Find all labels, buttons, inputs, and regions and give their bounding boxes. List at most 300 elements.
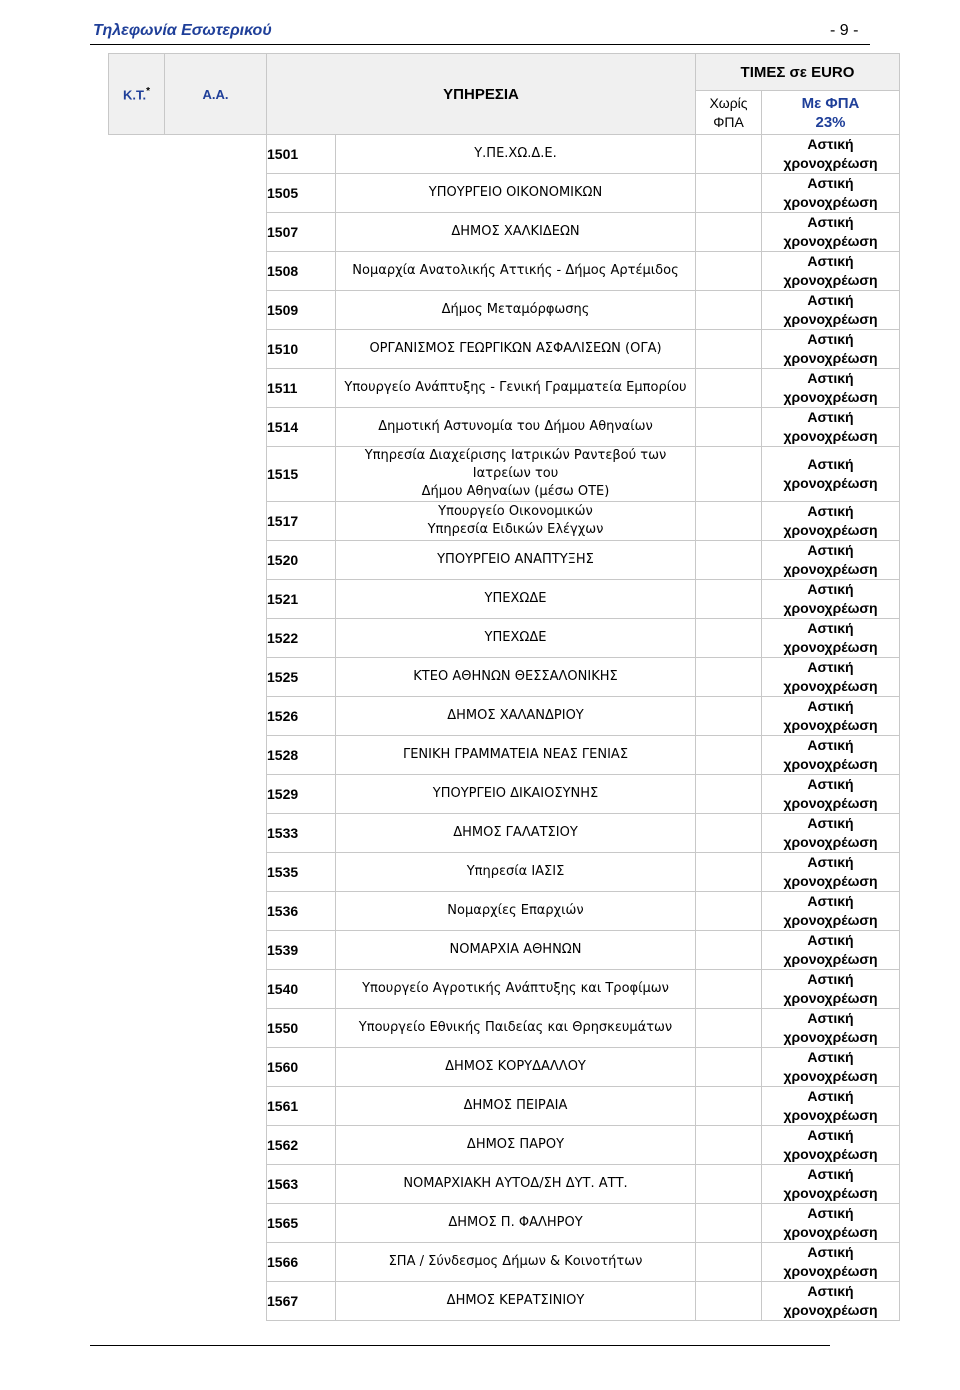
price-no-vat <box>696 931 762 970</box>
service-name-line: Υπουργείο Ανάπτυξης - Γενική Γραμματεία Εμπορίου <box>344 380 687 395</box>
price-with-vat <box>762 658 900 697</box>
aa-cell <box>165 369 267 408</box>
service-name <box>336 502 696 541</box>
price-with-vat <box>762 408 900 447</box>
price-label-line2: χρονοχρέωση <box>783 428 878 444</box>
price-label-line1: Αστική <box>807 214 854 230</box>
price-label-line1: Αστική <box>807 1049 854 1065</box>
price-label-line1: Αστική <box>807 971 854 987</box>
kt-cell <box>109 853 165 892</box>
price-no-vat <box>696 970 762 1009</box>
service-code: 1507 <box>267 213 336 252</box>
table-row <box>109 931 900 970</box>
price-label-line1: Αστική <box>807 542 854 558</box>
price-label-line2: χρονοχρέωση <box>783 717 878 733</box>
price-no-vat <box>696 408 762 447</box>
price-label-line1: Αστική <box>807 370 854 386</box>
kt-cell <box>109 1204 165 1243</box>
price-with-vat <box>762 291 900 330</box>
kt-label: Κ.Τ. <box>122 87 147 103</box>
price-label-line1: Αστική <box>807 292 854 308</box>
vat-label-line2: 23% <box>815 113 846 131</box>
service-name-line: Δήμου Αθηναίων (μέσω ΟΤΕ) <box>421 484 610 499</box>
service-code: 1509 <box>267 291 336 330</box>
price-no-vat <box>696 1009 762 1048</box>
service-name <box>336 1009 696 1048</box>
kt-cell <box>109 502 165 541</box>
service-code: 1562 <box>267 1126 336 1165</box>
price-label-line1: Αστική <box>807 1166 854 1182</box>
price-label-line2: χρονοχρέωση <box>783 990 878 1006</box>
service-name <box>336 619 696 658</box>
price-with-vat <box>762 775 900 814</box>
price-with-vat <box>762 213 900 252</box>
price-with-vat <box>762 931 900 970</box>
price-label-line2: χρονοχρέωση <box>783 678 878 694</box>
kt-cell <box>109 814 165 853</box>
service-name <box>336 1282 696 1321</box>
price-with-vat <box>762 369 900 408</box>
price-with-vat <box>762 970 900 1009</box>
aa-cell <box>165 1087 267 1126</box>
price-label-line2: χρονοχρέωση <box>783 951 878 967</box>
price-label-line1: Αστική <box>807 409 854 425</box>
service-name <box>336 174 696 213</box>
table-row <box>109 252 900 291</box>
service-code: 1505 <box>267 174 336 213</box>
no-vat-label-line2: ΦΠΑ <box>713 113 744 130</box>
kt-cell <box>109 541 165 580</box>
service-code: 1565 <box>267 1204 336 1243</box>
vat-label-line1: Με ΦΠΑ <box>801 94 860 112</box>
price-label-line1: Αστική <box>807 1127 854 1143</box>
price-with-vat <box>762 174 900 213</box>
table-row <box>109 1048 900 1087</box>
column-header-aa: Α.Α. <box>165 54 267 135</box>
price-with-vat <box>762 1165 900 1204</box>
aa-cell <box>165 252 267 291</box>
service-name-line: ΥΠΟΥΡΓΕΙΟ ΟΙΚΟΝΟΜΙΚΩΝ <box>428 185 603 200</box>
kt-cell <box>109 135 165 174</box>
aa-cell <box>165 291 267 330</box>
table-row <box>109 135 900 174</box>
header-divider <box>90 44 870 45</box>
service-name <box>336 814 696 853</box>
kt-cell <box>109 408 165 447</box>
aa-cell <box>165 174 267 213</box>
price-no-vat <box>696 291 762 330</box>
aa-cell <box>165 408 267 447</box>
service-name-line: ΝΟΜΑΡΧΙΑΚΗ ΑΥΤΟΔ/ΣΗ ΔΥΤ. ΑΤΤ. <box>403 1176 628 1191</box>
kt-cell <box>109 1048 165 1087</box>
service-name <box>336 541 696 580</box>
price-label-line2: χρονοχρέωση <box>783 1185 878 1201</box>
kt-cell <box>109 775 165 814</box>
price-label-line1: Αστική <box>807 659 854 675</box>
aa-cell <box>165 1126 267 1165</box>
service-code: 1517 <box>267 502 336 541</box>
aa-cell <box>165 619 267 658</box>
price-label-line2: χρονοχρέωση <box>783 756 878 772</box>
price-no-vat <box>696 369 762 408</box>
column-header-prices: ΤΙΜΕΣ σε EURO <box>696 54 900 91</box>
service-name <box>336 1048 696 1087</box>
price-no-vat <box>696 1204 762 1243</box>
price-label-line1: Αστική <box>807 776 854 792</box>
price-no-vat <box>696 252 762 291</box>
service-name-line: ΔΗΜΟΣ ΠΕΙΡΑΙΑ <box>463 1098 568 1113</box>
service-name-line: ΔΗΜΟΣ ΧΑΛΚΙΔΕΩΝ <box>451 224 580 239</box>
service-name-line: Νομαρχίες Επαρχιών <box>447 903 584 918</box>
service-name-line: ΔΗΜΟΣ ΠΑΡΟΥ <box>466 1137 565 1152</box>
aa-cell <box>165 541 267 580</box>
price-with-vat <box>762 580 900 619</box>
service-name-line: ΔΗΜΟΣ ΧΑΛΑΝΔΡΙΟΥ <box>447 708 584 723</box>
service-code: 1536 <box>267 892 336 931</box>
aa-cell <box>165 736 267 775</box>
price-no-vat <box>696 619 762 658</box>
service-code: 1535 <box>267 853 336 892</box>
table-row <box>109 541 900 580</box>
price-with-vat <box>762 252 900 291</box>
service-code: 1561 <box>267 1087 336 1126</box>
aa-cell <box>165 892 267 931</box>
price-label-line1: Αστική <box>807 815 854 831</box>
table-row <box>109 970 900 1009</box>
price-with-vat <box>762 502 900 541</box>
service-name-line: ΔΗΜΟΣ ΚΕΡΑΤΣΙΝΙΟΥ <box>446 1293 585 1308</box>
service-name <box>336 580 696 619</box>
price-no-vat <box>696 1165 762 1204</box>
price-label-line2: χρονοχρέωση <box>783 1263 878 1279</box>
service-code: 1511 <box>267 369 336 408</box>
service-name-line: Δημοτική Αστυνομία του Δήμου Αθηναίων <box>378 419 653 434</box>
service-code: 1529 <box>267 775 336 814</box>
service-name <box>336 658 696 697</box>
service-name-line: ΥΠΕΧΩΔΕ <box>484 630 547 645</box>
table-row <box>109 1165 900 1204</box>
footer-divider <box>90 1345 830 1346</box>
table-row <box>109 1243 900 1282</box>
price-label-line2: χρονοχρέωση <box>783 1146 878 1162</box>
service-code: 1528 <box>267 736 336 775</box>
aa-cell <box>165 1009 267 1048</box>
kt-cell <box>109 447 165 502</box>
aa-cell <box>165 931 267 970</box>
service-name <box>336 330 696 369</box>
column-header-with-vat <box>762 91 900 135</box>
table-row <box>109 658 900 697</box>
kt-cell <box>109 619 165 658</box>
kt-cell <box>109 1087 165 1126</box>
service-code: 1540 <box>267 970 336 1009</box>
kt-cell <box>109 580 165 619</box>
price-with-vat <box>762 541 900 580</box>
service-code: 1550 <box>267 1009 336 1048</box>
kt-cell <box>109 697 165 736</box>
table-row <box>109 892 900 931</box>
service-name-line: ΣΠΑ / Σύνδεσμος Δήμων & Κοινοτήτων <box>388 1254 643 1269</box>
service-name <box>336 853 696 892</box>
price-with-vat <box>762 330 900 369</box>
service-name <box>336 369 696 408</box>
price-label-line1: Αστική <box>807 1205 854 1221</box>
price-no-vat <box>696 892 762 931</box>
aa-cell <box>165 1048 267 1087</box>
price-with-vat <box>762 736 900 775</box>
service-name-line: Υπηρεσία Ειδικών Ελέγχων <box>427 522 604 537</box>
service-code: 1501 <box>267 135 336 174</box>
table-row <box>109 1126 900 1165</box>
price-no-vat <box>696 853 762 892</box>
table-row <box>109 502 900 541</box>
price-label-line1: Αστική <box>807 175 854 191</box>
price-label-line1: Αστική <box>807 1088 854 1104</box>
service-name-line: ΥΠΟΥΡΓΕΙΟ ΑΝΑΠΤΥΞΗΣ <box>437 552 594 567</box>
service-name <box>336 1126 696 1165</box>
aa-cell <box>165 775 267 814</box>
aa-cell <box>165 1204 267 1243</box>
table-row <box>109 174 900 213</box>
kt-cell <box>109 1165 165 1204</box>
service-name-line: ΔΗΜΟΣ ΓΑΛΑΤΣΙΟΥ <box>453 825 578 840</box>
kt-cell <box>109 931 165 970</box>
service-name <box>336 213 696 252</box>
service-code: 1539 <box>267 931 336 970</box>
service-code: 1525 <box>267 658 336 697</box>
kt-cell <box>109 291 165 330</box>
price-label-line1: Αστική <box>807 136 854 152</box>
price-no-vat <box>696 1126 762 1165</box>
price-label-line1: Αστική <box>807 1244 854 1260</box>
aa-cell <box>165 1282 267 1321</box>
price-label-line1: Αστική <box>807 253 854 269</box>
services-table <box>108 53 900 1321</box>
service-name <box>336 1243 696 1282</box>
service-name-line: Υπηρεσία Διαχείρισης Ιατρικών Ραντεβού των Ιατρείων του <box>364 448 667 481</box>
price-label-line1: Αστική <box>807 932 854 948</box>
service-code: 1567 <box>267 1282 336 1321</box>
price-with-vat <box>762 135 900 174</box>
price-with-vat <box>762 1048 900 1087</box>
service-name <box>336 736 696 775</box>
kt-cell <box>109 369 165 408</box>
price-no-vat <box>696 580 762 619</box>
price-no-vat <box>696 1282 762 1321</box>
price-label-line1: Αστική <box>807 1283 854 1299</box>
service-code: 1522 <box>267 619 336 658</box>
service-code: 1560 <box>267 1048 336 1087</box>
price-no-vat <box>696 658 762 697</box>
table-row <box>109 1282 900 1321</box>
kt-footnote-mark: * <box>146 85 151 97</box>
table-row <box>109 697 900 736</box>
table-row <box>109 775 900 814</box>
table-row <box>109 736 900 775</box>
price-label-line2: χρονοχρέωση <box>783 912 878 928</box>
price-with-vat <box>762 1087 900 1126</box>
price-label-line2: χρονοχρέωση <box>783 1302 878 1318</box>
service-name-line: ΓΕΝΙΚΗ ΓΡΑΜΜΑΤΕΙΑ ΝΕΑΣ ΓΕΝΙΑΣ <box>402 747 629 762</box>
document-header-title: Τηλεφωνία Εσωτερικού <box>93 22 272 39</box>
price-label-line2: χρονοχρέωση <box>783 311 878 327</box>
price-with-vat <box>762 853 900 892</box>
price-label-line1: Αστική <box>807 503 854 519</box>
service-code: 1515 <box>267 447 336 502</box>
kt-cell <box>109 174 165 213</box>
column-header-kt <box>109 54 165 135</box>
price-label-line1: Αστική <box>807 581 854 597</box>
price-no-vat <box>696 697 762 736</box>
column-header-no-vat <box>696 91 762 135</box>
aa-cell <box>165 970 267 1009</box>
service-name <box>336 252 696 291</box>
service-name <box>336 931 696 970</box>
service-name-line: Υπηρεσία ΙΑΣΙΣ <box>466 864 565 879</box>
service-name-line: Υπουργείο Αγροτικής Ανάπτυξης και Τροφίμων <box>362 981 669 996</box>
price-label-line1: Αστική <box>807 331 854 347</box>
price-no-vat <box>696 814 762 853</box>
price-label-line2: χρονοχρέωση <box>783 233 878 249</box>
price-with-vat <box>762 814 900 853</box>
price-no-vat <box>696 736 762 775</box>
price-label-line2: χρονοχρέωση <box>783 1068 878 1084</box>
aa-cell <box>165 1243 267 1282</box>
price-no-vat <box>696 1243 762 1282</box>
aa-cell <box>165 580 267 619</box>
price-label-line2: χρονοχρέωση <box>783 1107 878 1123</box>
kt-cell <box>109 970 165 1009</box>
aa-cell <box>165 213 267 252</box>
service-code: 1510 <box>267 330 336 369</box>
price-no-vat <box>696 135 762 174</box>
price-label-line2: χρονοχρέωση <box>783 561 878 577</box>
price-label-line1: Αστική <box>807 737 854 753</box>
price-label-line2: χρονοχρέωση <box>783 1029 878 1045</box>
service-code: 1514 <box>267 408 336 447</box>
price-label-line1: Αστική <box>807 698 854 714</box>
price-no-vat <box>696 174 762 213</box>
service-name <box>336 291 696 330</box>
price-label-line2: χρονοχρέωση <box>783 272 878 288</box>
table-row <box>109 1009 900 1048</box>
service-name-line: Δήμος Μεταμόρφωσης <box>441 302 590 317</box>
service-name-line: ΥΠΟΥΡΓΕΙΟ ΔΙΚΑΙΟΣΥΝΗΣ <box>432 786 599 801</box>
service-name <box>336 447 696 502</box>
price-label-line2: χρονοχρέωση <box>783 600 878 616</box>
service-name <box>336 697 696 736</box>
service-name <box>336 775 696 814</box>
price-label-line2: χρονοχρέωση <box>783 834 878 850</box>
table-row <box>109 1087 900 1126</box>
price-no-vat <box>696 213 762 252</box>
kt-cell <box>109 892 165 931</box>
price-no-vat <box>696 1048 762 1087</box>
service-name <box>336 970 696 1009</box>
price-label-line2: χρονοχρέωση <box>783 155 878 171</box>
service-name-line: ΥΠΕΧΩΔΕ <box>484 591 547 606</box>
aa-cell <box>165 330 267 369</box>
price-with-vat <box>762 1243 900 1282</box>
price-label-line1: Αστική <box>807 1010 854 1026</box>
no-vat-label-line1: Χωρίς <box>709 94 748 111</box>
aa-cell <box>165 658 267 697</box>
table-row <box>109 291 900 330</box>
service-name <box>336 135 696 174</box>
price-no-vat <box>696 330 762 369</box>
table-row <box>109 580 900 619</box>
service-name-line: ΔΗΜΟΣ Π. ΦΑΛΗΡΟΥ <box>448 1215 583 1230</box>
service-name <box>336 408 696 447</box>
service-code: 1563 <box>267 1165 336 1204</box>
service-name-line: Υ.ΠΕ.ΧΩ.Δ.Ε. <box>474 146 557 161</box>
price-with-vat <box>762 1204 900 1243</box>
service-code: 1566 <box>267 1243 336 1282</box>
kt-cell <box>109 1126 165 1165</box>
price-with-vat <box>762 1009 900 1048</box>
price-label-line1: Αστική <box>807 854 854 870</box>
service-name-line: Υπουργείο Εθνικής Παιδείας και Θρησκευμάτων <box>358 1020 673 1035</box>
service-name <box>336 1165 696 1204</box>
kt-cell <box>109 330 165 369</box>
price-with-vat <box>762 892 900 931</box>
service-name <box>336 1087 696 1126</box>
aa-cell <box>165 1165 267 1204</box>
service-code: 1533 <box>267 814 336 853</box>
price-label-line2: χρονοχρέωση <box>783 873 878 889</box>
aa-cell <box>165 135 267 174</box>
aa-cell <box>165 853 267 892</box>
price-no-vat <box>696 502 762 541</box>
price-label-line2: χρονοχρέωση <box>783 389 878 405</box>
service-code: 1521 <box>267 580 336 619</box>
page-number: - 9 - <box>830 22 859 39</box>
price-no-vat <box>696 447 762 502</box>
kt-cell <box>109 213 165 252</box>
service-name <box>336 892 696 931</box>
price-label-line1: Αστική <box>807 893 854 909</box>
service-code: 1508 <box>267 252 336 291</box>
aa-cell <box>165 814 267 853</box>
price-label-line2: χρονοχρέωση <box>783 639 878 655</box>
kt-cell <box>109 1243 165 1282</box>
price-label-line1: Αστική <box>807 456 854 472</box>
price-label-line2: χρονοχρέωση <box>783 475 878 491</box>
table-row <box>109 853 900 892</box>
table-row <box>109 369 900 408</box>
price-label-line2: χρονοχρέωση <box>783 194 878 210</box>
kt-cell <box>109 1282 165 1321</box>
price-label-line2: χρονοχρέωση <box>783 522 878 538</box>
price-label-line1: Αστική <box>807 620 854 636</box>
service-name-line: ΔΗΜΟΣ ΚΟΡΥΔΑΛΛΟΥ <box>445 1059 586 1074</box>
aa-cell <box>165 447 267 502</box>
price-with-vat <box>762 447 900 502</box>
price-with-vat <box>762 1282 900 1321</box>
table-row <box>109 1204 900 1243</box>
service-name <box>336 1204 696 1243</box>
column-header-service: ΥΠΗΡΕΣΙΑ <box>267 54 696 135</box>
kt-cell <box>109 658 165 697</box>
service-name-line: Υπουργείο Οικονομικών <box>438 504 593 519</box>
price-no-vat <box>696 1087 762 1126</box>
table-row <box>109 447 900 502</box>
table-row <box>109 619 900 658</box>
service-code: 1526 <box>267 697 336 736</box>
service-name-line: ΟΡΓΑΝΙΣΜΟΣ ΓΕΩΡΓΙΚΩΝ ΑΣΦΑΛΙΣΕΩΝ (ΟΓΑ) <box>369 341 662 356</box>
price-with-vat <box>762 1126 900 1165</box>
price-with-vat <box>762 697 900 736</box>
